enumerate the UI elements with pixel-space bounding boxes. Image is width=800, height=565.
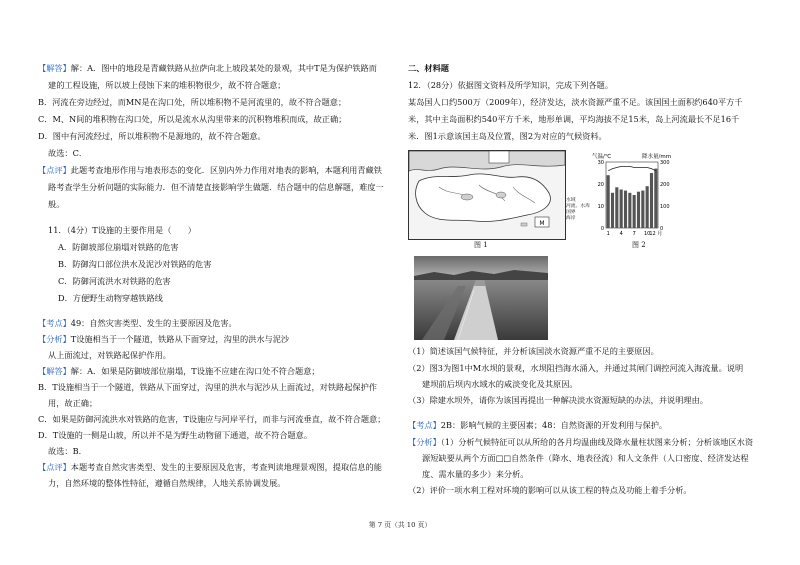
rain-bar <box>624 191 627 228</box>
legend-border: 国界 <box>566 210 576 215</box>
temp-axis-title: 气温/℃ <box>592 154 612 160</box>
figure-2-climate-chart <box>590 150 682 245</box>
rain-bar <box>607 175 610 228</box>
q12-sub-3: （3）除建水坝外，请你为该国再提出一种解决淡水资源短缺的办法，并说明理由。 <box>408 395 708 405</box>
rain-tick-label: 0 <box>660 226 664 232</box>
figure-1-map <box>408 150 566 240</box>
legend-water: 水域 <box>566 198 576 203</box>
q11-select: 故选：B． <box>48 446 87 456</box>
q12-sub-2a: （2）图3为图1中M水坝的景观，水坝阻挡海水涌入，并通过其闸门调控河流入海流量。说明 <box>408 363 744 373</box>
rain-bar <box>615 187 618 228</box>
q10-comment-line <box>38 165 382 176</box>
q12-analysis-3: 度、需水量的多少）来分析。 <box>422 469 529 479</box>
q11-answer-b2: 用，故正确； <box>48 398 98 408</box>
q12-analysis-line <box>408 437 753 448</box>
rain-bar <box>620 190 623 229</box>
temp-tick-label: 10 <box>597 204 604 210</box>
rain-bar <box>654 169 657 228</box>
comment-tag: 【点评】 <box>38 165 71 175</box>
island-map-svg <box>409 151 565 239</box>
q12-stem: 12．（28分）依据图文资料及所学知识，完成下列各题。 <box>408 80 614 90</box>
q10-comment-3: 般。 <box>48 199 65 209</box>
q12-sub-1: （1）简述该国气候特征，并分析该国淡水资源严重不足的主要原因。 <box>408 346 659 356</box>
rain-bar <box>633 195 636 228</box>
q11-option-b: B．防御沟口部位洪水及泥沙对铁路的危害 <box>58 259 212 269</box>
point-tag: 【考点】 <box>38 318 71 328</box>
map-mark-m: M <box>539 220 545 227</box>
temp-tick-label: 20 <box>597 182 604 188</box>
figure-1-legend <box>566 198 590 222</box>
q11-comment-text: 本题考查自然灾害类型、发生的主要原因及危害，考查判读地理景观图，提取信息的能 <box>70 462 382 472</box>
q11-option-a: A．防御坡部位崩塌对铁路的危害 <box>58 242 179 252</box>
legend-river: 河流、水库 <box>566 204 590 209</box>
q12-sub-2b: 建坝前后坝内水域水的咸淡变化及其原因。 <box>422 379 578 389</box>
rain-bar <box>646 186 649 228</box>
rain-axis-title: 降水量/mm <box>642 154 672 160</box>
answer-tag: 【解答】 <box>38 63 71 73</box>
rain-tick-label: 100 <box>660 204 670 210</box>
dam-photo-svg <box>414 256 548 340</box>
rain-bar <box>650 173 653 228</box>
climate-chart-svg <box>590 150 682 245</box>
q12-point-text: 2B：影响气候的主要因素；48：自然资源的开发利用与保护。 <box>440 420 668 430</box>
temp-tick-label: 30 <box>597 160 604 166</box>
q11-answer-text: 解：A．如果是防御坡部位崩塌，T设施不应建在沟口处不符合题意； <box>70 366 320 376</box>
rain-bar <box>611 193 614 228</box>
section-title: 二、材料题 <box>408 63 449 73</box>
figure-2-caption: 图 2 <box>632 241 646 249</box>
q11-option-c: C．防御河流洪水对铁路的危害 <box>58 276 171 286</box>
rain-bar <box>637 192 640 228</box>
q12-point-line <box>408 420 667 431</box>
q12-analysis-text: （1）分析气候特征可以从所给的各月均温曲线及降水量柱状图来分析；分析该地区水资 <box>440 437 754 447</box>
q12-para-3: 米．图1示意该国主岛及位置，图2为对应的气候资料。 <box>408 131 607 141</box>
month-tick-label: 1 <box>606 231 610 237</box>
q12-para-1: 某岛国人口约500万（2009年），经济发达，淡水资源严重不足。该国国土面积约640平方千 <box>408 97 743 107</box>
q11-comment-line <box>38 462 382 473</box>
comment-tag: 【点评】 <box>38 462 71 472</box>
q11-point-line <box>38 318 237 329</box>
q10-line-2: B．河流在旁边经过，而MN是在沟口处，所以堆积物不是河流里的，故不符合题意； <box>38 97 347 107</box>
analysis-tag: 【分析】 <box>408 437 441 447</box>
point-tag: 【考点】 <box>408 420 441 430</box>
q12-para-2: 米，其中主岛面积约540平方千米，地形单调，平均海拔不足15米，岛上河流最长不足16千 <box>408 114 740 124</box>
q11-analysis-2: 从上面流过，对铁路起保护作用。 <box>48 350 171 360</box>
q11-comment-2: 力，自然环境的整体性特征，遵循自然规律，人地关系协调发展。 <box>48 478 286 488</box>
q11-option-d: D．方便野生动物穿越铁路线 <box>58 293 163 303</box>
q10-answer-line <box>38 63 377 74</box>
q10-comment-2: 路考查学生分析问题的实际能力．但不清楚直接影响学生做题．结合题中的信息解题，难度一 <box>48 182 384 192</box>
q11-answer-b1: B．T设施相当于一个隧道，铁路从下面穿过，沟里的洪水与泥沙从上面流过，对铁路起保护作 <box>38 382 377 392</box>
analysis-tag: 【分析】 <box>38 334 71 344</box>
month-tick-label: 10 <box>643 231 651 237</box>
rain-tick-label: 200 <box>660 182 670 188</box>
figure-1-caption: 图 1 <box>474 241 488 249</box>
q10-comment-text: 此题考查地形作用与地表形态的变化．区别内外力作用对地表的影响，本题利用青藏铁 <box>70 165 382 175</box>
q10-line-3: C．M、N间的堆积物在沟口处，所以是流水从沟里带来的沉积物堆积而成，故正确； <box>38 114 347 124</box>
map-legend <box>521 223 527 226</box>
q11-stem: 11．（4分）T设施的主要作用是（ ） <box>48 225 196 235</box>
legend-coast: 海岸 <box>566 216 576 221</box>
q12-analysis-4: （2）评价一项水利工程对环境的影响可以从该工程的特点及功能上着手分析。 <box>408 485 692 495</box>
q11-answer-d: D．T设施的一侧是山坡，所以并不是为野生动物留下通道，故不符合题意。 <box>38 430 313 440</box>
q10-select: 故选：C． <box>48 148 88 158</box>
rain-bar <box>641 191 644 228</box>
q10-line-1: 建的工程设施，所以坡上侵蚀下来的堆积物很少，故不符合题意； <box>48 80 286 90</box>
month-tick-label: 4 <box>619 231 623 237</box>
q11-answer-line <box>38 366 320 377</box>
month-tick-label: 7 <box>632 231 636 237</box>
q12-analysis-2: 源短缺要从两个方面□□自然条件（降水、地表径流）和人文条件（人口密度、经济发达程 <box>422 453 749 463</box>
figure-3-dam-photo <box>414 256 548 340</box>
rain-tick-label: 300 <box>660 160 670 166</box>
q11-analysis-line <box>38 334 289 345</box>
temp-tick-label: 0 <box>600 226 604 232</box>
q10-line-4: D．图中有河流经过，所以堆积物不是源地的，故不符合题意。 <box>38 131 266 141</box>
q11-answer-c: C．如果是防御河流洪水对铁路的危害，T设施应与河岸平行，而非与河流垂直，故不符合题意； <box>38 414 386 424</box>
q10-answer-text: 解：A．图中的地段是青藏铁路从拉萨向北上坡段某处的景观，其中T是为保护铁路而 <box>70 63 377 73</box>
answer-tag: 【解答】 <box>38 366 71 376</box>
month-tick-label: 12 月 <box>649 231 663 237</box>
q11-analysis-text: T设施相当于一个隧道，铁路从下面穿过，沟里的洪水与泥沙 <box>70 334 290 344</box>
temperature-line <box>608 166 656 170</box>
page-footer: 第 7 页（共 10 页） <box>368 521 432 529</box>
q11-point-text: 49：自然灾害类型、发生的主要原因及危害。 <box>70 318 237 328</box>
rain-bar <box>628 193 631 228</box>
